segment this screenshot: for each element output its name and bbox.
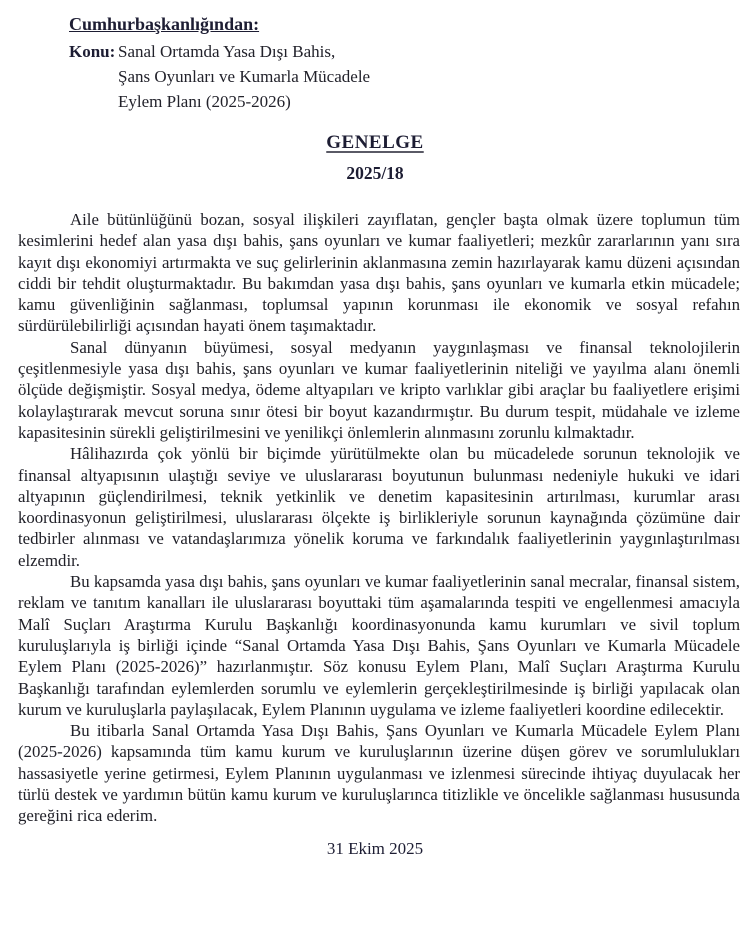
subject-line-3: Eylem Planı (2025-2026)	[118, 92, 291, 111]
subject-line-2: Şans Oyunları ve Kumarla Mücadele	[118, 67, 371, 86]
body-paragraph-3: Hâlihazırda çok yönlü bir biçimde yürütülmekte olan bu mücadelede sorunun teknolojik ve finansal altyapısının ulaştığı seviye ve uluslararası boyutunun bulunması nedeniyle hukuki ve idari altyapının güçlendirilmesi, teknik yetkinlik ve denetim kapasitesinin artırılması, kurumlar arası koordinasyonun geliştirilmesi, uluslararası ölçekte iş birlikleriyle sorunun kaynağında çözümüne dair tedbirler alınması ve vatandaşlarımıza yönelik koruma ve farkındalık faaliyetlerinin yaygınlaştırılması elzemdir.	[18, 444, 740, 570]
body-paragraph-2: Sanal dünyanın büyümesi, sosyal medyanın yaygınlaşması ve finansal teknolojilerin çeşitlenmesiyle yasa dışı bahis, şans oyunları ve kumar faaliyetlerinin niteliği ve yayılma alanı önemli ölçüde değişmiştir. Sosyal medya, ödeme altyapıları ve kripto varlıklar gibi araçlar bu faaliyetlere erişimi kolaylaştırarak mevcut soruna sınır ötesi bir boyut kazandırmıştır. Bu durum tespit, müdahale ve izleme kapasitesinin sürekli geliştirilmesini ve yenilikçi önlemlerin alınmasını zorunlu kılmaktadır.	[18, 337, 740, 442]
subject-text	[118, 39, 750, 114]
document-title: GENELGE	[326, 132, 424, 153]
document-header	[0, 0, 750, 114]
subject-block	[69, 39, 750, 114]
body-paragraph-5: Bu itibarla Sanal Ortamda Yasa Dışı Bahis, Şans Oyunları ve Kumarla Mücadele Eylem Planı (2025-2026) kapsamında tüm kamu kurum ve kuruluşlarının üzerine düşen görev ve sorumlulukları hassasiyetle yerine getirmesi, Eylem Planının uygulanması ve izlenmesi sürecinde ihtiyaç duyulacak her türlü destek ve yardımın bütün kamu kurum ve kuruluşlarınca titizlikle ve öncelikle sağlanması hususunda gereğini rica ederim.	[18, 721, 740, 826]
subject-label: Konu:	[69, 42, 116, 61]
issuing-authority: Cumhurbaşkanlığından:	[69, 14, 260, 34]
document-body	[18, 209, 740, 827]
subject-line-1: Sanal Ortamda Yasa Dışı Bahis,	[118, 42, 336, 61]
document-date: 31 Ekim 2025	[326, 838, 424, 858]
body-paragraph-1: Aile bütünlüğünü bozan, sosyal ilişkileri zayıflatan, gençler başta olmak üzere toplumun tüm kesimlerini hedef alan yasa dışı bahis, şans oyunları ve kumar faaliyetleri; mezkûr zararlarının yanı sıra kayıt dışı ekonomiyi artırmakta ve suç gelirlerinin aklanmasına zemin hazırlayarak kamu düzeni açısından ciddi bir tehdit oluşturmaktadır. Bu bakımdan yasa dışı bahis, şans oyunları ve kumarla etkin mücadele; kamu güvenliğinin sağlanması, toplumsal yapının korunması ile ekonomik ve sosyal refahın sürdürülebilirliği açısından hayati önem taşımaktadır.	[18, 210, 740, 336]
body-paragraph-4: Bu kapsamda yasa dışı bahis, şans oyunları ve kumar faaliyetlerinin sanal mecralar, finansal sistem, reklam ve tanıtım kanalları ile uluslararası boyuttaki tüm aşamalarında tespiti ve engellenmesi amacıyla Malî Suçları Araştırma Kurulu Başkanlığı koordinasyonunda kamu kurumları ve sivil toplum kuruluşlarıyla iş birliği içinde “Sanal Ortamda Yasa Dışı Bahis, Şans Oyunları ve Kumarla Mücadele Eylem Planı (2025-2026)” hazırlanmıştır. Söz konusu Eylem Planı, Malî Suçları Araştırma Kurulu Başkanlığı tarafından eylemlerden sorumlu ve eylemlerin gerçekleştirilmesinde iş birliği yapılacak olan kurum ve kuruluşlarla paylaşılacak, Eylem Planının uygulama ve izleme faaliyetleri koordine edilecektir.	[18, 572, 740, 719]
document-number: 2025/18	[346, 163, 404, 183]
title-block	[0, 131, 750, 184]
